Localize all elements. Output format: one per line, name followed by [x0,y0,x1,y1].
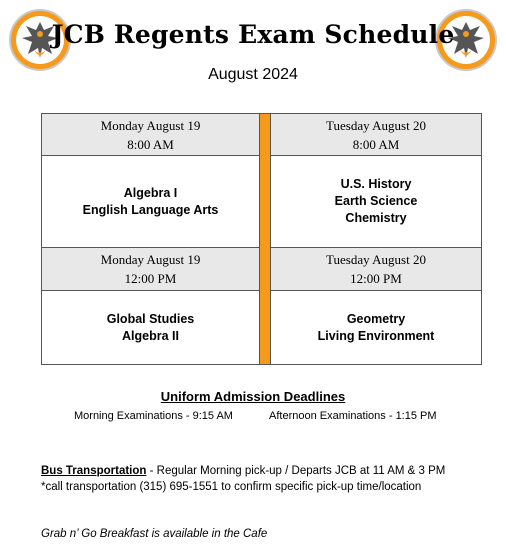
session-header-tue-pm [271,248,481,290]
column-divider-bar [259,114,271,364]
session-time: 12:00 PM [350,271,402,286]
breakfast-note: Grab n’ Go Breakfast is available in the Cafe [41,528,268,540]
page-subtitle: August 2024 [208,66,298,83]
exam-name: Earth Science [334,194,418,208]
morning-deadline: Morning Examinations - 9:15 AM [74,410,233,422]
session-time: 12:00 PM [124,271,177,286]
exam-schedule-table [41,113,482,365]
bus-transportation-label: Bus Transportation [41,465,147,477]
exam-list-tue-pm [271,291,481,364]
session-header-mon-am [42,114,259,155]
exam-list-tue-am [271,156,481,247]
session-header-mon-pm [42,248,259,290]
exam-name: Algebra I [123,185,178,200]
exam-name: Global Studies [106,311,195,326]
exam-name: U.S. History [340,177,412,191]
exam-name: Chemistry [345,211,407,225]
session-date: Tuesday August 20 [326,117,426,133]
session-header-tue-am [271,114,481,155]
exam-name: Algebra II [122,328,179,343]
bus-transportation-text: - Regular Morning pick-up / Departs JCB at 11 AM & 3 PM [146,465,446,477]
session-date: Monday August 19 [100,252,201,267]
session-time: 8:00 AM [352,136,400,152]
deadlines-heading: Uniform Admission Deadlines [160,389,346,404]
exam-name: Living Environment [317,328,435,343]
exam-list-mon-pm [42,291,259,364]
page-title: JCB Regents Exam Schedule [51,20,455,49]
transportation-note: *call transportation (315) 695-1551 to confirm specific pick-up time/location [41,481,422,493]
exam-list-mon-am [42,156,259,247]
afternoon-deadline: Afternoon Examinations - 1:15 PM [269,410,437,422]
session-date: Monday August 19 [100,117,201,133]
session-time: 8:00 AM [127,136,174,152]
exam-name: English Language Arts [82,202,219,217]
bus-transportation-line [41,463,445,479]
session-date: Tuesday August 20 [326,252,426,267]
exam-name: Geometry [346,311,406,326]
